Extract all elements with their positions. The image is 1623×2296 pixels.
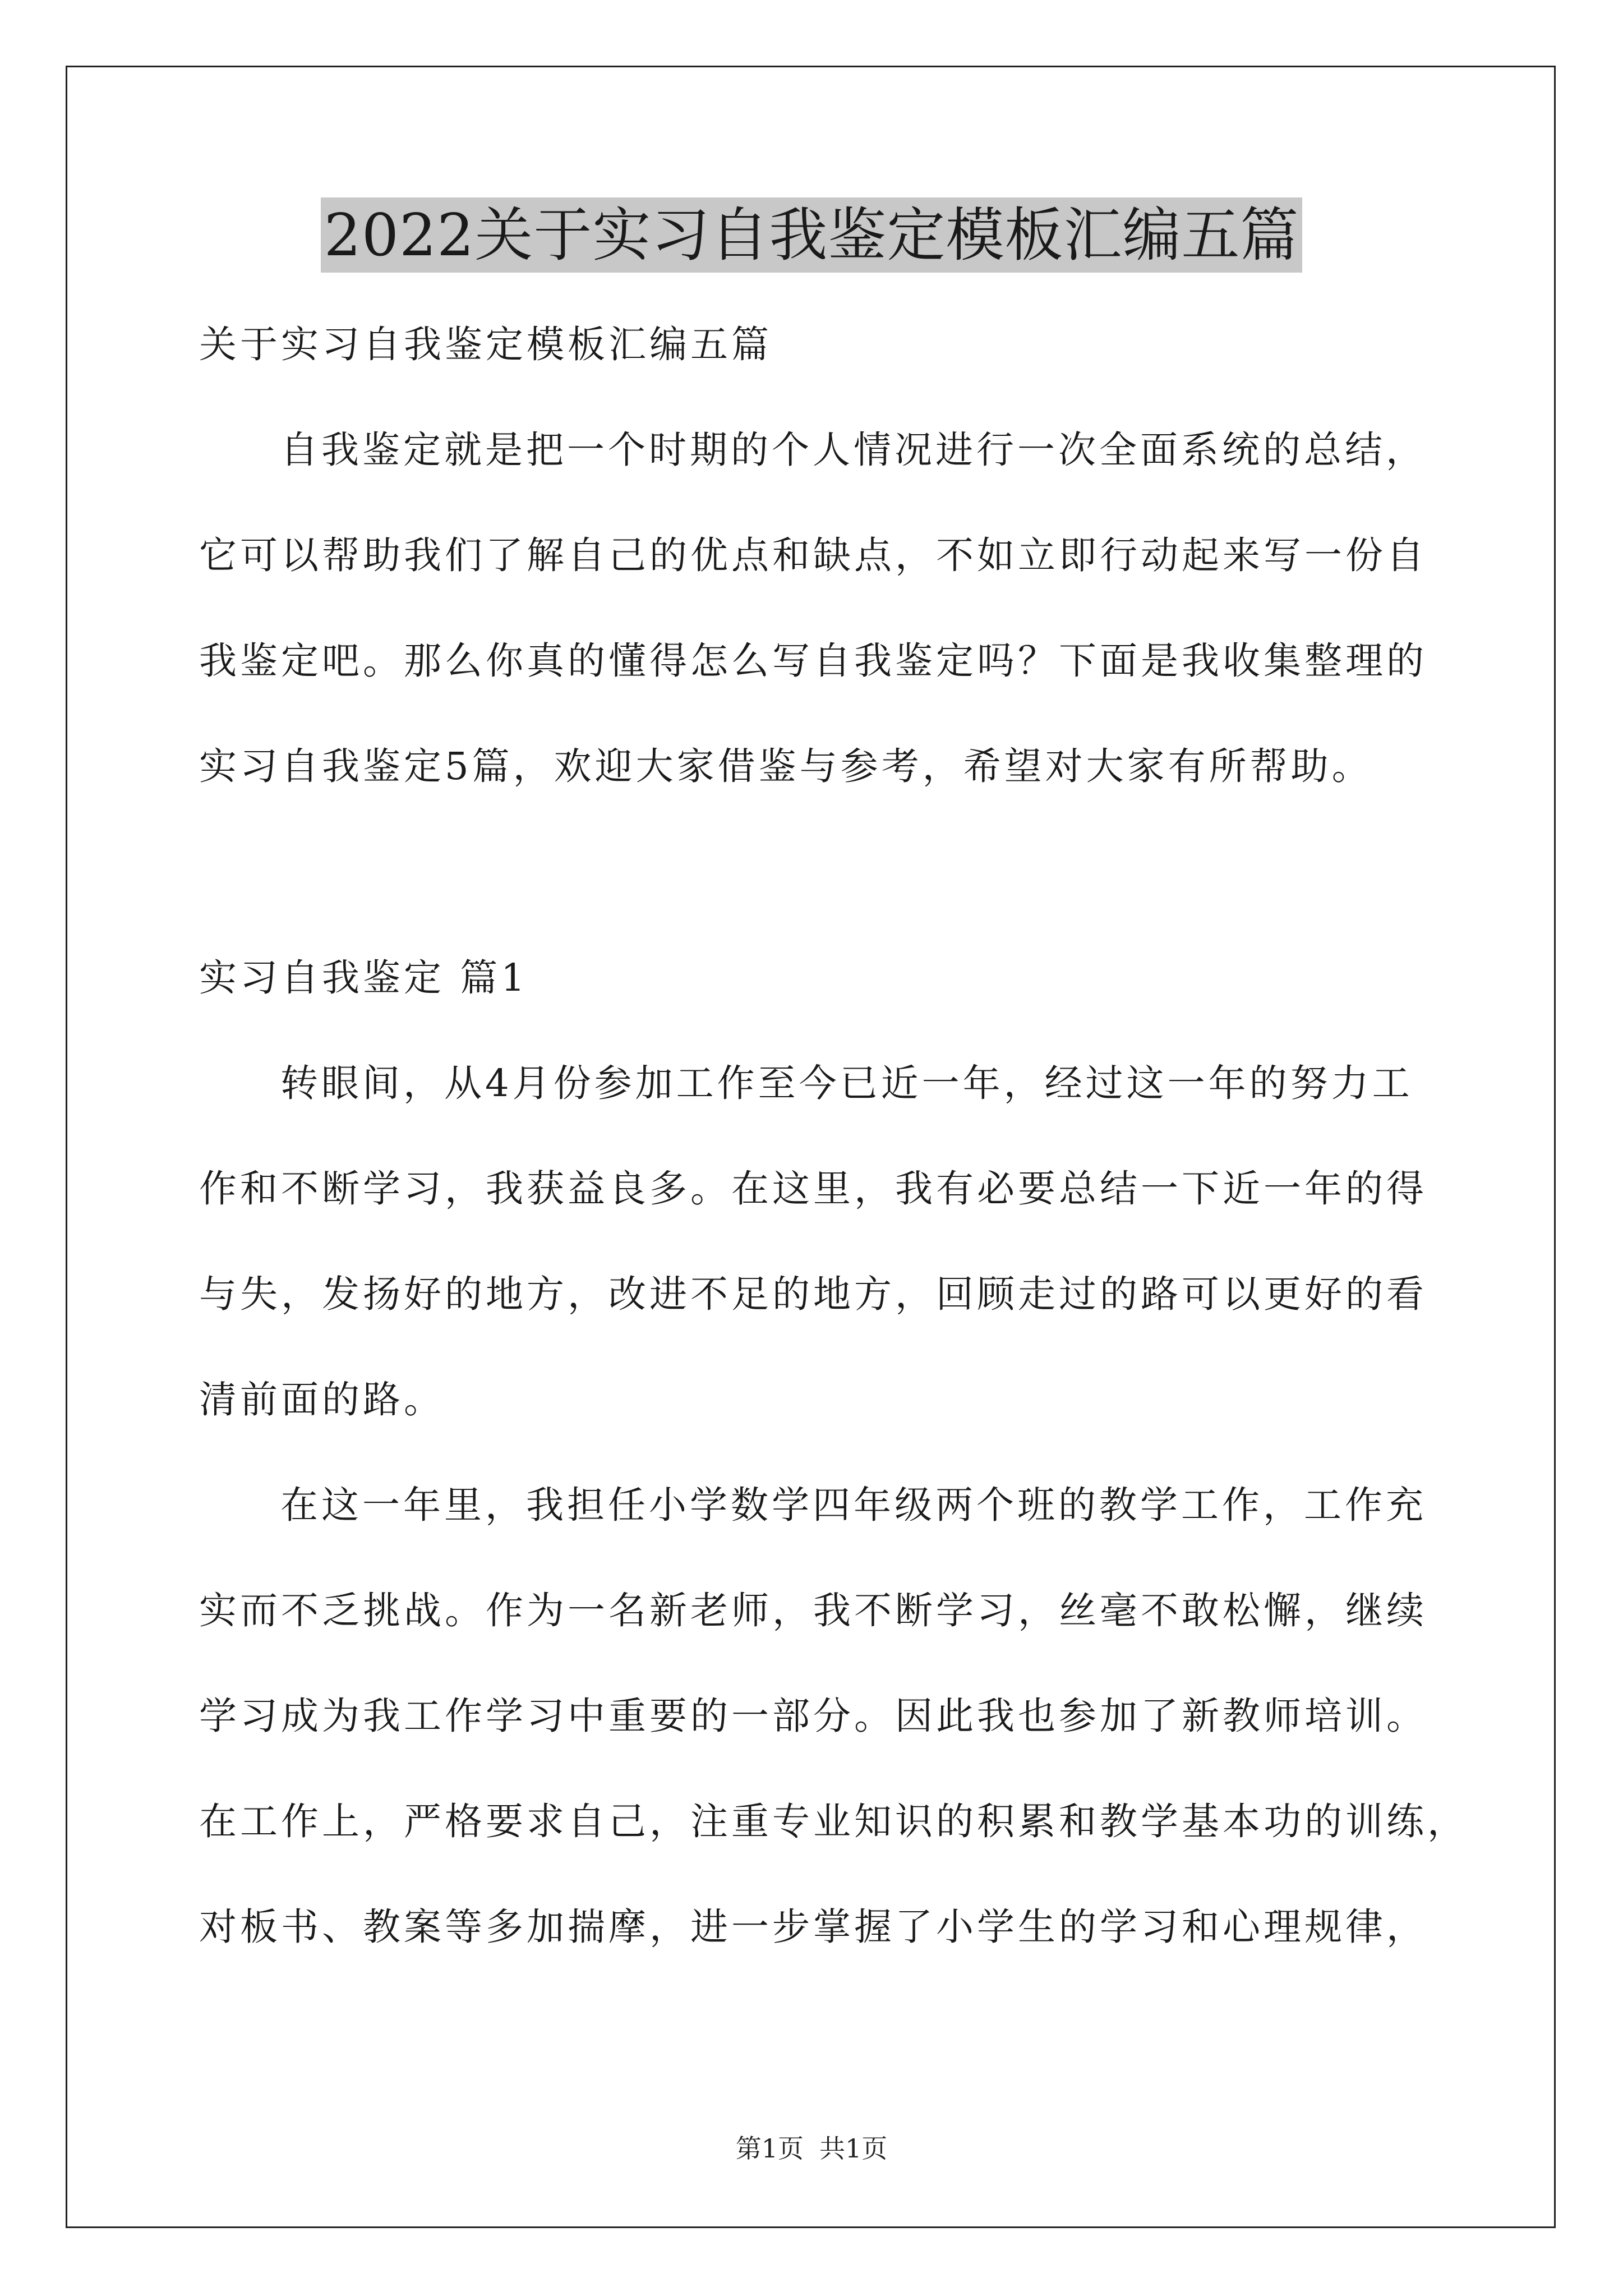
paragraph-line: 与失，发扬好的地方，改进不足的地方，回顾走过的路可以更好的看 (199, 1272, 1427, 1316)
title-wrap (0, 197, 1623, 273)
intro-line: 我鉴定吧。那么你真的懂得怎么写自我鉴定吗？下面是我收集整理的 (199, 639, 1427, 683)
paragraph-line: 实而不乏挑战。作为一名新老师，我不断学习，丝毫不敢松懈，继续 (199, 1589, 1427, 1632)
page-total: 共1页 (819, 2133, 888, 2164)
paragraph-line: 清前面的路。 (199, 1378, 445, 1421)
section-heading: 实习自我鉴定 篇1 (199, 956, 528, 1000)
intro-line: 它可以帮助我们了解自己的优点和缺点，不如立即行动起来写一份自 (199, 533, 1427, 577)
paragraph-line: 作和不断学习，我获益良多。在这里，我有必要总结一下近一年的得 (199, 1167, 1427, 1211)
document-subtitle: 关于实习自我鉴定模板汇编五篇 (199, 323, 772, 366)
intro-line: 实习自我鉴定5篇，欢迎大家借鉴与参考，希望对大家有所帮助。 (199, 744, 1373, 788)
intro-line: 自我鉴定就是把一个时期的个人情况进行一次全面系统的总结， (280, 428, 1427, 472)
page-number: 第1页 (735, 2133, 804, 2164)
paragraph-line: 转眼间，从4月份参加工作至今已近一年，经过这一年的努力工 (280, 1061, 1413, 1105)
document-title: 2022关于实习自我鉴定模板汇编五篇 (321, 197, 1303, 273)
paragraph-line: 在这一年里，我担任小学数学四年级两个班的教学工作，工作充 (280, 1483, 1427, 1527)
paragraph-line: 在工作上，严格要求自己，注重专业知识的积累和教学基本功的训练， (199, 1800, 1468, 1843)
paragraph-line: 学习成为我工作学习中重要的一部分。因此我也参加了新教师培训。 (199, 1694, 1427, 1738)
paragraph-line: 对板书、教案等多加揣摩，进一步掌握了小学生的学习和心理规律， (199, 1905, 1427, 1949)
page-footer (0, 2132, 1623, 2165)
blank-line (199, 819, 1489, 925)
document-body (199, 292, 1489, 1980)
